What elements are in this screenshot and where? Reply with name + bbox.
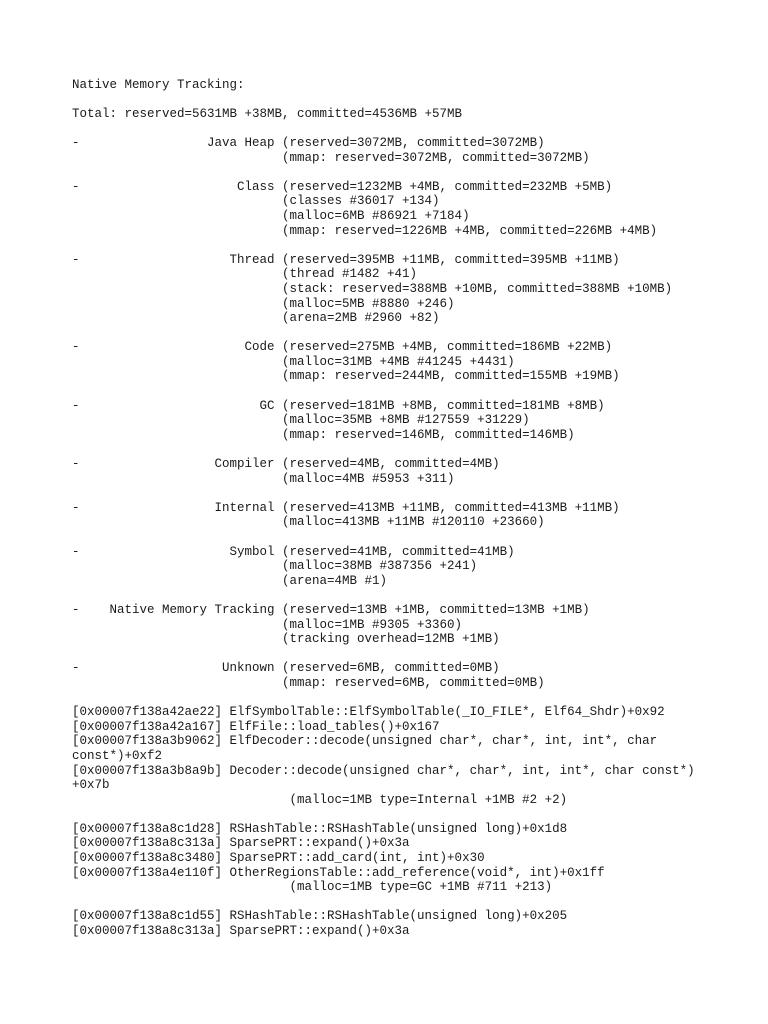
blank-line <box>72 530 762 545</box>
report-line: (malloc=5MB #8880 +246) <box>72 296 455 311</box>
report-line: +0x7b <box>72 778 110 793</box>
report-line: (malloc=4MB #5953 +311) <box>72 471 455 486</box>
report-line: (arena=4MB #1) <box>72 573 388 588</box>
report-line: (malloc=6MB #86921 +7184) <box>72 208 470 223</box>
report-line: [0x00007f138a8c1d28] RSHashTable::RSHashTable(unsigned long)+0x1d8 <box>72 821 568 836</box>
report-line: - Symbol (reserved=41MB, committed=41MB) <box>72 544 515 559</box>
report-line: (mmap: reserved=146MB, committed=146MB) <box>72 427 575 442</box>
report-line: [0x00007f138a3b9062] ElfDecoder::decode(unsigned char*, char*, int, int*, char <box>72 734 658 749</box>
report-line: [0x00007f138a8c313a] SparsePRT::expand()+0x3a <box>72 836 410 851</box>
blank-line <box>72 121 762 136</box>
report-line: (malloc=35MB +8MB #127559 +31229) <box>72 413 530 428</box>
report-line: - Unknown (reserved=6MB, committed=0MB) <box>72 661 500 676</box>
report-line: (malloc=31MB +4MB #41245 +4431) <box>72 354 515 369</box>
blank-line <box>72 807 762 822</box>
report-line: (arena=2MB #2960 +82) <box>72 311 440 326</box>
report-line: (tracking overhead=12MB +1MB) <box>72 632 500 647</box>
report-line: - GC (reserved=181MB +8MB, committed=181MB +8MB) <box>72 398 605 413</box>
report-line: [0x00007f138a3b8a9b] Decoder::decode(unsigned char*, char*, int, int*, char const*) <box>72 763 695 778</box>
report-line: (mmap: reserved=1226MB +4MB, committed=226MB +4MB) <box>72 223 658 238</box>
report-line: - Native Memory Tracking (reserved=13MB +1MB, committed=13MB +1MB) <box>72 602 590 617</box>
report-line: - Java Heap (reserved=3072MB, committed=3072MB) <box>72 135 545 150</box>
blank-line <box>72 384 762 399</box>
report-line: - Class (reserved=1232MB +4MB, committed=232MB +5MB) <box>72 179 613 194</box>
blank-line <box>72 691 762 706</box>
report-line: - Code (reserved=275MB +4MB, committed=186MB +22MB) <box>72 340 613 355</box>
nmt-report <box>72 63 762 939</box>
report-line: [0x00007f138a42ae22] ElfSymbolTable::ElfSymbolTable(_IO_FILE*, Elf64_Shdr)+0x92 <box>72 705 665 720</box>
blank-line <box>72 238 762 253</box>
report-line: [0x00007f138a42a167] ElfFile::load_tables()+0x167 <box>72 719 440 734</box>
report-line: [0x00007f138a8c1d55] RSHashTable::RSHashTable(unsigned long)+0x205 <box>72 909 568 924</box>
blank-line <box>72 326 762 341</box>
report-line: (classes #36017 +134) <box>72 194 440 209</box>
report-line: - Internal (reserved=413MB +11MB, committed=413MB +11MB) <box>72 500 620 515</box>
report-line: (mmap: reserved=6MB, committed=0MB) <box>72 675 545 690</box>
report-line: (thread #1482 +41) <box>72 267 418 282</box>
blank-line <box>72 486 762 501</box>
report-line: - Compiler (reserved=4MB, committed=4MB) <box>72 457 500 472</box>
blank-line <box>72 647 762 662</box>
report-line: Total: reserved=5631MB +38MB, committed=4536MB +57MB <box>72 106 463 121</box>
report-line: (malloc=38MB #387356 +241) <box>72 559 478 574</box>
report-line: (mmap: reserved=244MB, committed=155MB +19MB) <box>72 369 620 384</box>
blank-line <box>72 92 762 107</box>
blank-line <box>72 442 762 457</box>
report-line: Native Memory Tracking: <box>72 77 245 92</box>
report-line: (stack: reserved=388MB +10MB, committed=388MB +10MB) <box>72 281 673 296</box>
report-line: (malloc=1MB type=Internal +1MB #2 +2) <box>72 792 568 807</box>
report-line: (mmap: reserved=3072MB, committed=3072MB) <box>72 150 590 165</box>
report-line: [0x00007f138a8c3480] SparsePRT::add_card(int, int)+0x30 <box>72 851 485 866</box>
blank-line <box>72 895 762 910</box>
blank-line <box>72 165 762 180</box>
report-line: [0x00007f138a8c313a] SparsePRT::expand()+0x3a <box>72 924 410 939</box>
report-line: (malloc=1MB #9305 +3360) <box>72 617 463 632</box>
report-line: [0x00007f138a4e110f] OtherRegionsTable::add_reference(void*, int)+0x1ff <box>72 865 605 880</box>
report-line: (malloc=1MB type=GC +1MB #711 +213) <box>72 880 553 895</box>
report-line: const*)+0xf2 <box>72 748 163 763</box>
blank-line <box>72 588 762 603</box>
blank-line <box>72 63 762 78</box>
report-line: - Thread (reserved=395MB +11MB, committed=395MB +11MB) <box>72 252 620 267</box>
report-line: (malloc=413MB +11MB #120110 +23660) <box>72 515 545 530</box>
